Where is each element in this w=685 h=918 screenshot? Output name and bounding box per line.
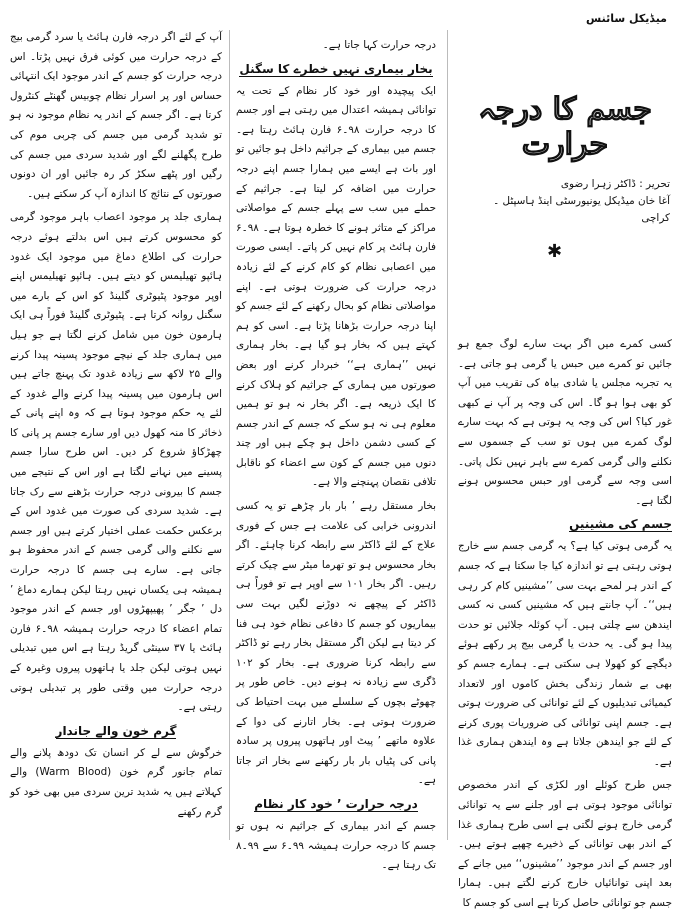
column-divider-right <box>447 30 448 840</box>
paragraph-continuation: درجہ حرارت کہا جاتا ہے۔ <box>322 39 436 51</box>
intro-paragraph: کسی کمرے میں اگر بہت سارے لوگ جمع ہو جائیں تو کمرے میں حبس یا گرمی ہو جاتی ہے۔ یہ تجربہ مجلس یا شادی بیاہ کی تقریب میں آپ کو بھی ہوا ہو گا۔ اس کی وجہ پر آپ نے کبھی غور کیا؟ اس کی وجہ یہ ہوتی ہے کہ بہت سارے لوگ کمرے میں ہوں تو سب کے جسموں سے نکلنے والی گرمی کمرے سے باہر نہیں نکل پاتی۔ اسی وجہ سے گرمی اور حبس محسوس ہونے لگتا ہے۔ <box>458 338 672 507</box>
column-divider-left <box>229 30 230 840</box>
paragraph: یہ گرمی ہوتی کیا ہے؟ یہ گرمی جسم سے خارج ہوتی رہتی ہے تو اندازہ کیا جا سکتا ہے کہ جسم کے اندر ہر لمحے بہت سی ’’مشینیں کام کر رہی ہیں‘‘۔ آپ جانتے ہیں کہ مشینیں کسی نہ کسی ایندھن سے چلتی ہیں۔ آپ کوئلہ جلائیں تو حدت پیدا ہو گی۔ یہ حدت یا گرمی بیج پر رکھے ہوئے دیگچے کو کھولا ہی سکتی ہے۔ ہمارے جسم کو بھی بے شمار زندگی بخش کاموں اور لاتعداد کیمیائی تبدیلیوں کے لئے توانائی کی ضرورت ہوتی ہے۔ جسم اپنی توانائی کی ضروریات پوری کرنے کے لئے جو ایندھن جلاتا ہے وہ ایندھن ہماری غذا ہے۔ <box>458 540 672 768</box>
paragraph: جس طرح کوئلے اور لکڑی کے اندر مخصوص توانائی موجود ہوتی ہے اور جلنے سے یہ توانائی گرمی خارج ہونے لگتی ہے اسی طرح ہماری غذا کے اندر بھی توانائی کے ذخیرے چھپے ہوتے ہیں۔ اور جسم کے اندر موجود ’’مشینوں‘‘ میں جانے کے بعد اپنی توانائیاں خارج کرنے لگتے ہیں۔ ہمارا جسم جو توانائی حاصل کرتا ہے اسی کو جسم کا <box>458 779 672 910</box>
right-column <box>458 335 672 918</box>
subheading-fever-signal: بخار بیماری نہیں خطرے کا سگنل <box>239 61 433 76</box>
paragraph: بخار مستقل رہے ’ بار بار چڑھے تو یہ کسی اندرونی خرابی کی علامت ہے جس کے فوری علاج کے لئے ڈاکٹر سے رابطہ کرنا چاہئے۔ اگر بخار محسوس ہو تو تھرما میٹر سے چیک کرتے رہیں۔ اگر بخار ۱۰۱ سے اوپر ہے تو فوراً ہی ڈاکٹر کے پیچھے نہ دوڑنے لگیں بہت سی بیماریوں کو جسم کا دفاعی نظام خود ہی فنا کر دیتا ہے لیکن اگر مستقل بخار رہے تو ڈاکٹر سے رابطہ کرنا ضروری ہے۔ بخار کو ۱۰۲ ڈگری سے زیادہ نہ ہونے دیں۔ خاص طور پر چھوٹے بچوں کے سلسلے میں بہت احتیاط کی ضرورت ہوتی ہے۔ بخار اتارنے کی دوا کے علاوہ ماتھے ’ پیٹ اور ہاتھوں پیروں پر سادہ پانی کی پٹیاں بار بار رکھنے سے بخار اتر جاتا ہے۔ <box>236 500 436 787</box>
paragraph: آپ کے لئے اگر درجہ فارن ہائٹ یا سرد گرمی بیج کے درجہ حرارت میں کوئی فرق نہیں پڑتا۔ اس درجہ حرارت کو جسم کے اندر موجود ایک انتہائی حساس اور پر اسرار نظام چوبیس گھنٹے کنٹرول کرتا ہے۔ اگر جسم کے اندر یہ نظام موجود نہ ہو تو شدید گرمی میں جسم کی چربی موم کی طرح پگھلنے لگے اور شدید سردی میں جسم کی رگیں اور پٹھے سکڑ کر رہ جائیں اور ان دونوں صورتوں کے نتائج کا اندازہ آپ کر سکتے ہیں۔ <box>10 31 222 200</box>
section-label: میڈیکل سائنس <box>586 12 667 25</box>
paragraph: ایک پیچیدہ اور خود کار نظام کے تحت یہ توانائی ہمیشہ اعتدال میں رہتی ہے اور جسم کا درجہ حرارت ۹۸۔۶ فارن ہائٹ رہتا ہے۔ جسم میں بیماری کے جراثیم داخل ہو جائیں تو اور بات ہے ایسے میں ہمارا جسم اپنے درجہ حرارت میں اضافہ کر لیتا ہے۔ جراثیم کے حملے میں سب سے پہلے جسم کے مواصلاتی مراکز کے متاثر ہونے کا خطرہ ہوتا ہے۔ ۹۸۔۶ فارن ہائٹ پر کام نہیں کر پاتے۔ ایسی صورت میں اعصابی نظام کو کام کرنے کے لئے زیادہ درجہ حرارت کی ضرورت ہوتی ہے۔ اپنے مواصلاتی نظام کو بحال رکھنے کے لئے جسم کو اپنا درجہ حرارت بڑھانا پڑتا ہے۔ اسی کو ہم کہتے ہیں کہ بخار ہو گیا ہے۔ بخار ہماری نہیں ’’ہماری ہے‘‘ خبردار کرنے اور بعض صورتوں میں ہماری کے جراثیم کو ہلاک کرنے کا ایک ذریعہ ہے۔ اگر بخار نہ ہو تو ہمیں معلوم ہی نہ ہو سکے کہ جسم کے اندر جسم کے کسی دشمن داخل ہو چکے ہیں اور چند دنوں میں جسم کے کون سے اعضاء کو ناقابل تلافی نقصان پہنچنے والا ہے۔ <box>236 84 436 489</box>
subheading-body-machines: جسم کی مشینیں <box>569 517 672 532</box>
author-line: تحریر : ڈاکٹر زہرا رضوی <box>560 178 670 190</box>
paragraph: جسم کے اندر بیماری کے جراثیم نہ ہوں تو جسم کا درجہ حرارت ہمیشہ ۹۹۔۶ سے ۹۹۔۸ تک رہتا ہے۔ <box>236 819 436 872</box>
middle-column <box>236 36 436 880</box>
subheading-automatic-system: درجہ حرارت ’ خود کار نظام <box>254 796 418 811</box>
article-title: جسم کا درجہ حرارت <box>478 92 652 162</box>
paragraph: ہماری جلد پر موجود اعصاب باہر موجود گرمی کو محسوس کرتے ہیں اس بدلتے ہوئے درجہ حرارت کی اطلاع دماغ میں موجود ایک غدود ہائپو تھیلیمس کو دیتے ہیں۔ ہائپو تھیلیمس اپنے اوپر موجود پٹیوٹری گلینڈ کو اس کے بارے میں سگنل روانہ کرتا ہے۔ پٹیوٹری گلینڈ فوراً ہی ایک ہارمون خون میں شامل کرنے لگتا ہے جو ہیل میں ہماری جلد کے نیچے موجود پسینہ پیدا کرنے والے ۲۵ لاکھ سے زیادہ غدود تک پہنچ جاتے ہیں اس ہارمون میں پسینہ پیدا کرنے والے غدود کے لئے یہ حکم موجود ہوتا ہے کہ وہ اپنے پانی کے ذخائر کا منہ کھول دیں اور سارے جسم پر پانی کا چھڑکاؤ شروع کر دیں۔ اس طرح سارا جسم پسینے میں نہانے لگتا ہے اور اس کے نتیجے میں جسم کا بیرونی درجہ حرارت بڑھنے سے رک جاتا ہے۔ شدید سردی کی صورت میں غدود اس کے برعکس حکمت عملی اختیار کرتے ہیں اور جسم سے نکلنے والی گرمی جسم کے اندر محفوظ ہو جاتی ہے۔ سارے ہی جسم کا درجہ حرارت ہمیشہ ہی یکساں نہیں رہتا لیکن ہمارے دماغ ’ دل ’ جگر ’ پھیپھڑوں اور جسم کے اندر موجود تمام اعضاء کا درجہ حرارت ہمیشہ ۹۸۔۶ فارن ہائٹ یا ۳۷ سینٹی گریڈ رہتا ہے اس میں تبدیلی نہیں ہوتی لیکن جلد یا ہاتھوں پیروں وغیرہ کے درجہ حرارت میں وقتی طور پر تبدیلی ہوتی رہتی ہے۔ <box>10 211 222 714</box>
star-icon: ✱ <box>547 241 563 262</box>
paragraph: خرگوش سے لے کر انسان تک دودھ پلانے والے تمام جانور گرم خون (Warm Blood) والے کہلاتے ہیں یہ شدید ترین سردی میں بھی خود کو گرم رکھنے <box>10 746 222 818</box>
byline <box>470 176 670 227</box>
subheading-warm-blooded: گرم خون والے جاندار <box>55 723 177 738</box>
institution-line: آغا خان میڈیکل یونیورسٹی اینڈ ہاسپٹل ۔ کراچی <box>493 195 670 224</box>
left-column <box>10 28 222 826</box>
